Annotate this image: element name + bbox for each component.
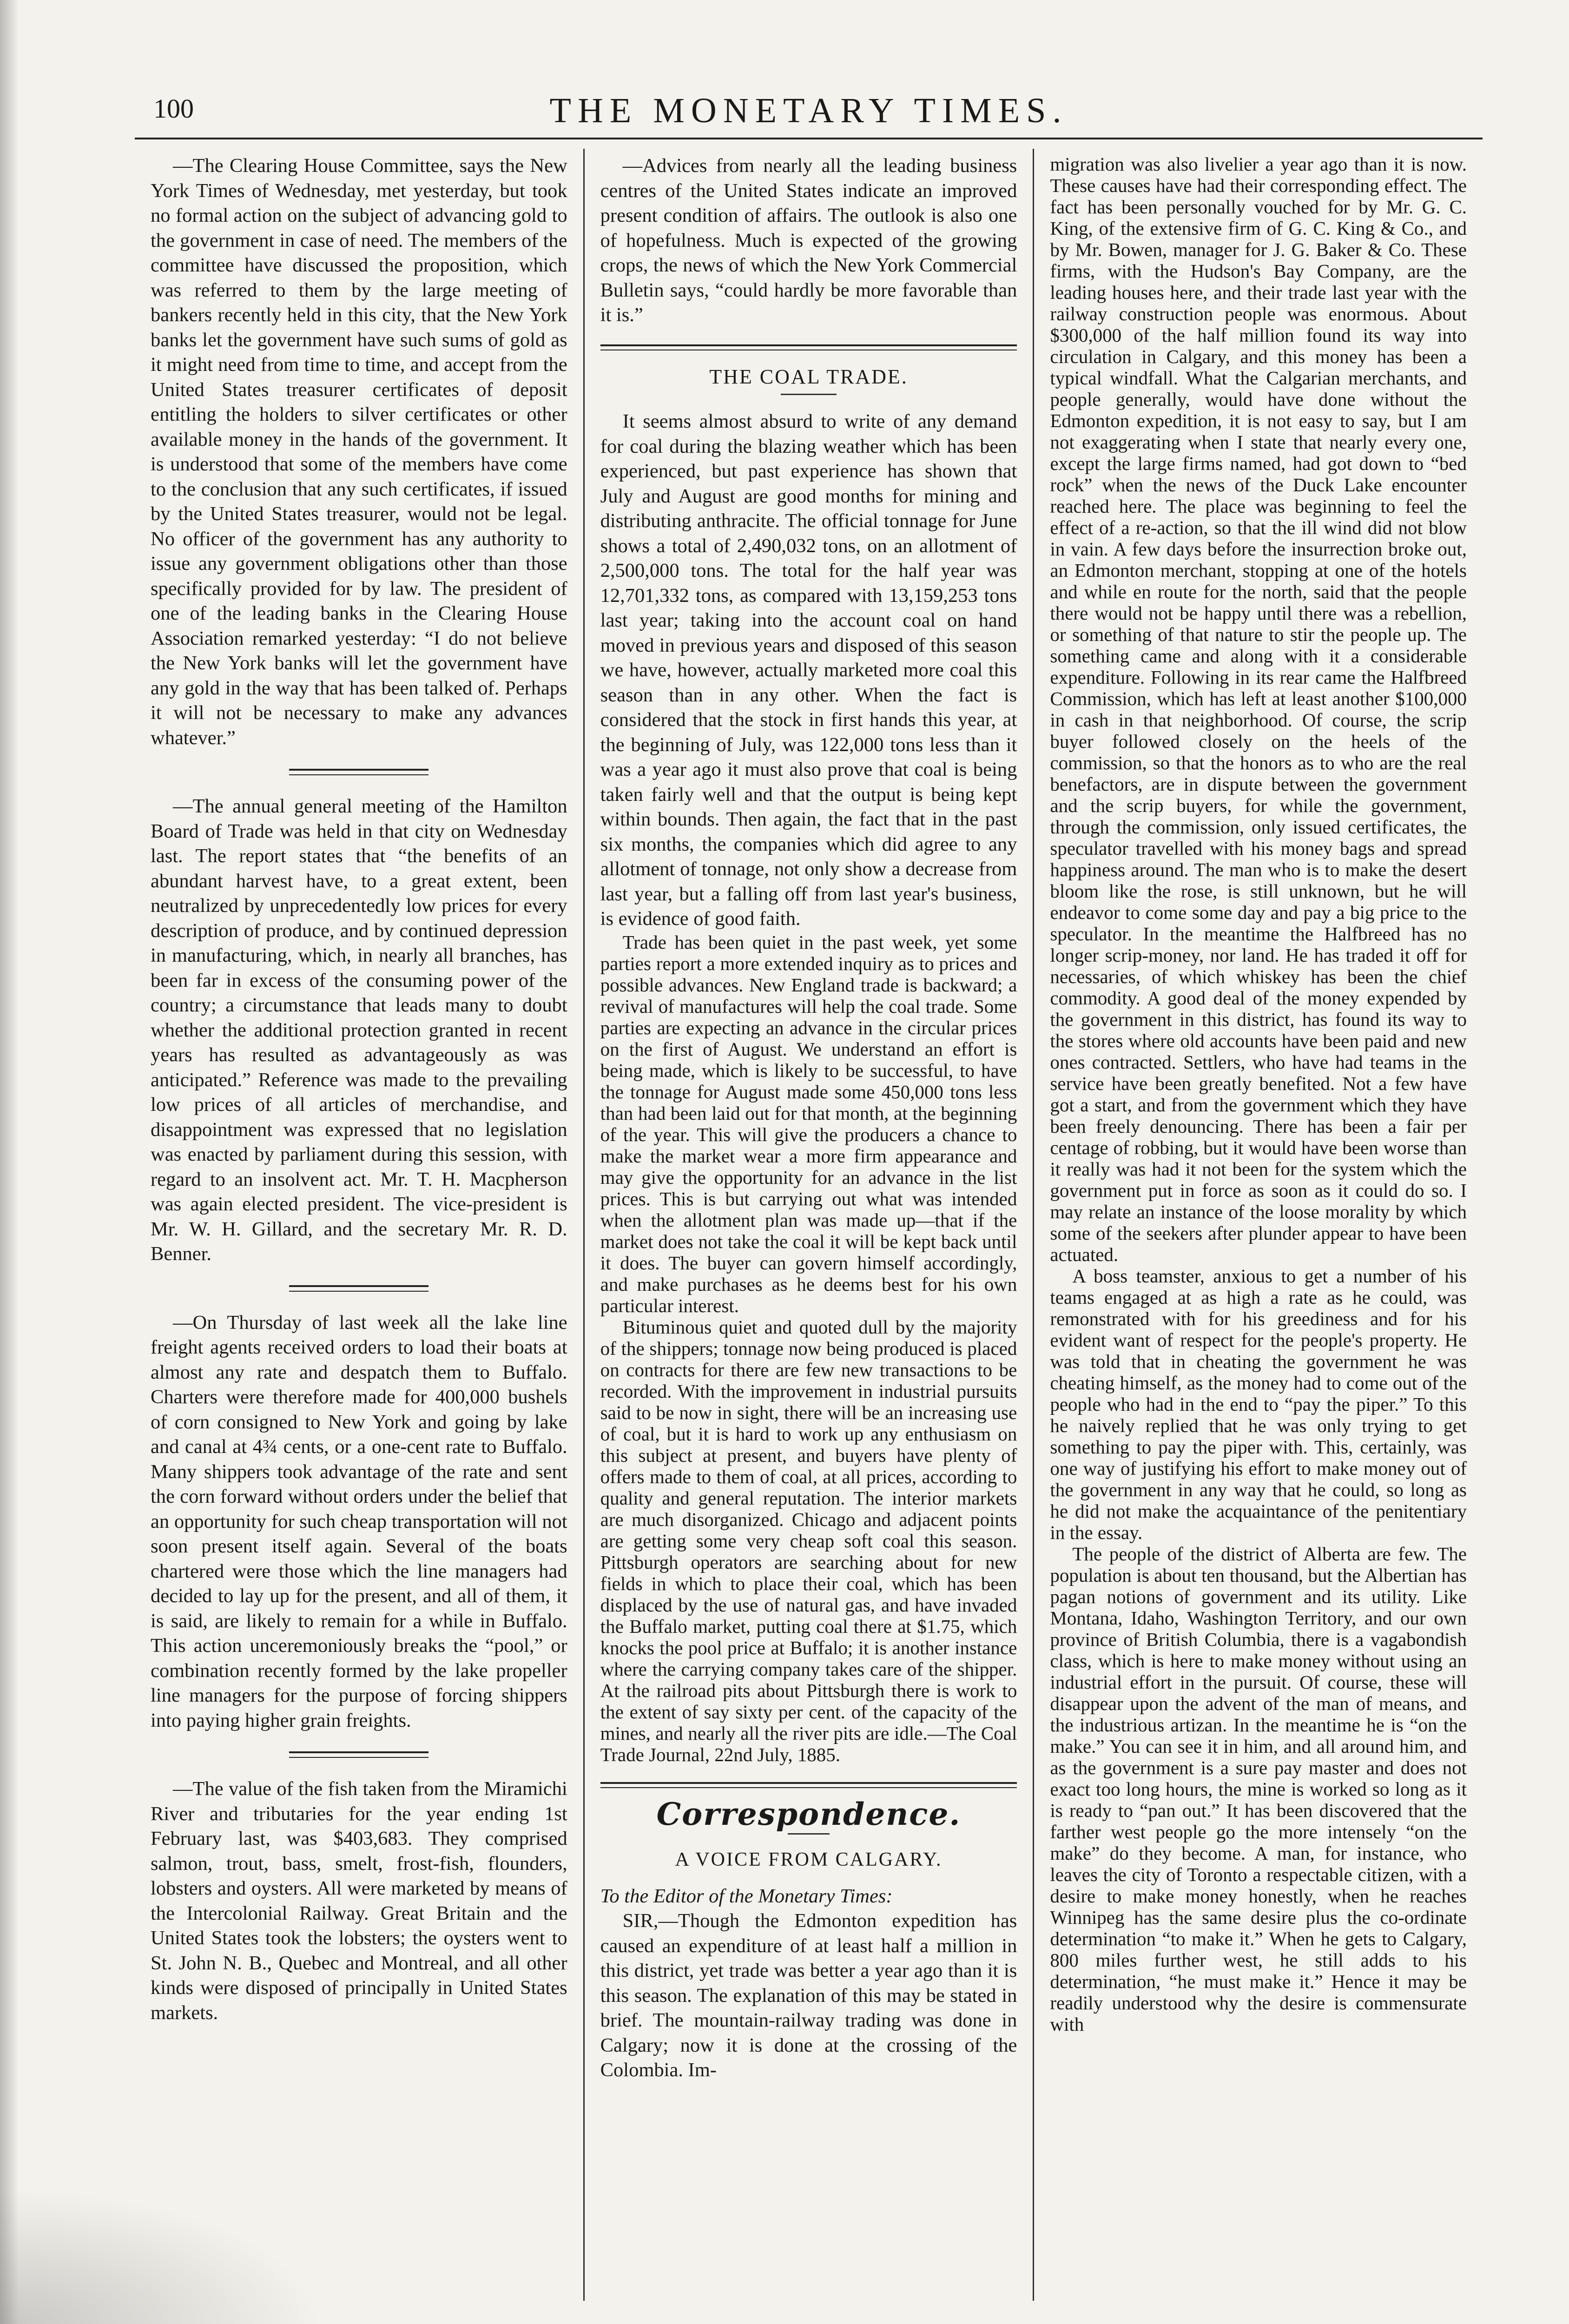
calgary-letter-continued: migration was also livelier a year ago than it is now. These causes have had their corresponding effect. The fact has been personally vouched for by Mr. G. C. King, of the extensive firm of G. C. King & Co., and by Mr. Bowen, manager for J. G. Baker & Co. These firms, with the Hudson's Bay Company, are the leading houses here, and their trade last year with the railway construction people was enormous. About $300,000 of the half million found its way into circulation in Calgary, and this money has been a typical windfall. What the Calgarian merchants, and people generally, would have done without the Edmonton expedition, it is not easy to say, but I am not exaggerating when I state that nearly every one, except the large firms named, had got down to “bed rock” when the news of the Duck Lake encounter reached here. The place was beginning to feel the effect of a re-action, so that the ill wind did not blow in vain. A few days before the insurrection broke out, an Edmonton merchant, stopping at one of the hotels and while en route for the north, said that the people there would not be happy until there was a rebellion, or something of that nature to stir the people up. The something came and along with it a considerable expenditure. Following in its rear came the Halfbreed Commission, which has left at least another $100,000 in cash in that neighborhood. Of course, the scrip buyer followed closely on the heels of the commission, so that the honors as to who are the real benefactors, are in dispute between the government and the scrip buyers, for while the government, through the commission, only issued certificates, the speculator travelled with his money bags and spread happiness around. The man who is to make the desert bloom like the rose, is still unknown, but he will endeavor to come some day and pay a big price to the speculator. In the meantime the Halfbreed has no longer scrip-money, nor land. He has traded it off for necessaries, of which whiskey has been the chief commodity. A good deal of the money expended by the government in this district, has found its way to the stores where old accounts have been paid and new ones contracted. Settlers, who have had teams in the service have been greatly benefited. Not a few have got a start, and from the government which they have been freely denouncing. There has been a fair per centage of robbing, but it would have been worse than it really was had it not been for the system which the government put in force as soon as it could do so. I may relate an instance of the loose morality by which some of the seekers after plunder appear to have been actuated.: [1050, 153, 1467, 1265]
section-separator: [600, 1782, 1017, 1788]
masthead: [135, 79, 1483, 135]
coal-trade-paragraph-1: It seems almost absurd to write of any demand for coal during the blazing weather which has been experienced, but past experience has shown that July and August are good months for mining and distributing anthracite. The official tonnage for June shows a total of 2,490,032 tons, on an allotment of 2,500,000 tons. The total for the half year was 12,701,332 tons, as compared with 13,159,253 tons last year; taking into the account coal on hand moved in previous years and disposed of this season we have, however, actually marketed more coal this season than in any other. When the fact is considered that the stock in first hands this year, at the beginning of July, was 122,000 tons less than it was a year ago it must also prove that coal is being taken fairly well and that the output is being kept within bounds. Then again, the fact that in the past six months, the companies which did agree to any allotment of tonnage, not only show a decrease from last year, but a falling off from last year's business, is evidence of good faith.: [600, 410, 1017, 930]
article-lake-freight: —On Thursday of last week all the lake line freight agents received orders to load their boats at almost any rate and despatch them to Buffalo. Charters were therefore made for 400,000 bushels of corn consigned to New York and going by lake and canal at 4¾ cents, or a one-cent rate to Buffalo. Many shippers took advantage of the rate and sent the corn forward without orders under the belief that an opportunity for such cheap transportation will not soon present itself again. Several of the boats chartered were those which the line managers had decided to lay up for the present, and all of them, it is said, are likely to remain for a while in Buffalo. This action unceremoniously breaks the “pool,” or combination recently formed by the lake propeller line managers for the purpose of forcing shippers into paying higher grain freights.: [151, 1311, 567, 1731]
masthead-rule: [135, 138, 1483, 139]
calgary-letter-alberta: The people of the district of Alberta are few. The population is about ten thousand, but the Albertian has pagan notions of government and its utility. Like Montana, Idaho, Washington Territory, and our own province of British Columbia, there is a vagabondish class, which is here to make money without using an industrial effort in the pursuit. Of course, these will disappear upon the advent of the man of means, and the industrious artizan. In the meantime he is “on the make.” You can see it in him, and all around him, and as the government is a sure pay master and does not exact too long hours, the mine is worked so long as it is ready to “pan out.” It has been discovered that the farther west people go the more intensely “on the make” do they become. A man, for instance, who leaves the city of Toronto a respectable citizen, with a desire to make money honestly, when he reaches Winnipeg has the same desire plus the co-ordinate determination “to make it.” When he gets to Calgary, 800 miles further west, he still adds to his determination, “he must make it.” Hence it may be readily understood why the desire is commensurate with: [1050, 1543, 1467, 2035]
column-left: [135, 149, 583, 2301]
page-number: 100: [153, 93, 194, 124]
column-middle: [583, 149, 1033, 2301]
coal-trade-paragraph-3: Bituminous quiet and quoted dull by the majority of the shippers; tonnage now being produced is placed on contracts for there are few new transactions to be recorded. With the improvement in industrial pursuits said to be now in sight, there will be an increasing use of coal, but it is hard to work up any enthusiasm on this subject at present, and buyers have plenty of offers made to them of coal, at all prices, according to quality and general reputation. The interior markets are much disorganized. Chicago and adjacent points are getting some very cheap soft coal this season. Pittsburgh operators are searching about for new fields in which to place their coal, which has been displaced by the use of natural gas, and have invaded the Buffalo market, putting coal there at $1.75, which knocks the pool price at Buffalo; it is another instance where the carrying company takes care of the shipper. At the railroad pits about Pittsburgh there is work to the extent of say sixty per cent. of the capacity of the mines, and nearly all the river pits are idle.—The Coal Trade Journal, 22nd July, 1885.: [600, 1316, 1017, 1765]
calgary-letter-heading: A VOICE FROM CALGARY.: [675, 1849, 943, 1870]
article-hamilton-board-of-trade: —The annual general meeting of the Hamilton Board of Trade was held in that city on Wednesday last. The report states that “the benefits of an abundant harvest have, to a great extent, been neutralized by unprecedentedly low prices for every description of produce, and by continued depression in manufacturing, which, in nearly all branches, has been far in excess of the consuming power of the country; a circumstance that leads many to doubt whether the additional protection granted in recent years has resulted as advantageously as was anticipated.” Reference was made to the prevailing low prices of all articles of merchandise, and disappointment was expressed that no legislation was enacted by parliament during this session, with regard to an insolvent act. Mr. T. H. Macpherson was again elected president. The vice-president is Mr. W. H. Gillard, and the secretary Mr. R. D. Benner.: [151, 795, 567, 1265]
page-edge-shadow: [0, 0, 19, 2324]
article-separator: [600, 344, 1017, 350]
column-right: [1033, 149, 1483, 2301]
correspondence-heading: Correspondence.: [656, 1796, 961, 1832]
article-separator: [289, 1751, 429, 1758]
coal-trade-paragraph-2: Trade has been quiet in the past week, yet some parties report a more extended inquiry as to prices and possible advances. New England trade is backward; a revival of manufactures will help the coal trade. Some parties are expecting an advance in the circular prices on the first of August. We understand an effort is being made, which is likely to be successful, to have the tonnage for August made some 450,000 tons less than had been laid out for that month, at the beginning of the year. This will give the producers a chance to make the market wear a more firm appearance and may give the opportunity for an advance in the list prices. This is but carrying out what was intended when the allotment plan was made up—that if the market does not take the coal it will be kept back until it does. The buyer can govern himself accordingly, and make purchases as he deems best for his own particular interest.: [600, 931, 1017, 1316]
newspaper-page: [135, 79, 1483, 2301]
calgary-letter-paragraph-1: SIR,—Though the Edmonton expedition has caused an expenditure of at least half a million in this district, yet trade was better a year ago than it is this season. The explanation of this may be stated in brief. The mountain-railway trading was done in Calgary; now it is done at the crossing of the Colombia. Im-: [600, 1910, 1017, 2081]
calgary-letter-teamster: A boss teamster, anxious to get a number of his teams engaged at as high a rate as he could, was remonstrated with for his greediness and for his evident want of respect for the people's property. He was told that in cheating the government he was cheating himself, as the money had to come out of the people who had in the end to “pay the piper.” To this he naively replied that he was only trying to get something to pay the piper with. This, certainly, was one way of justifying his effort to make money out of the government in any way that he could, so long as he did not make the acquaintance of the penitentiary in the essay.: [1050, 1265, 1467, 1543]
article-miramichi-fish: —The value of the fish taken from the Miramichi River and tributaries for the year ending 1st February last, was $403,683. They comprised salmon, trout, bass, smelt, frost-fish, flounders, lobsters and oysters. All were marketed by means of the Intercolonial Railway. Great Britain and the United States took the lobsters; the oysters went to St. John N. B., Quebec and Montreal, and all other kinds were disposed of principally in United States markets.: [151, 1778, 567, 2024]
article-business-advices: —Advices from nearly all the leading business centres of the United States indicate an improved present condition of affairs. The outlook is also one of hopefulness. Much is expected of the growing crops, the news of which the New York Commercial Bulletin says, “could hardly be more favorable than it is.”: [600, 155, 1017, 326]
article-separator: [289, 769, 429, 775]
article-columns: [135, 149, 1483, 2301]
publication-title: THE MONETARY TIMES.: [549, 91, 1068, 130]
coal-trade-heading: THE COAL TRADE.: [709, 365, 908, 388]
article-clearing-house: —The Clearing House Committee, says the New York Times of Wednesday, met yesterday, but took no formal action on the subject of advancing gold to the government in case of need. The members of the committee have discussed the proposition, which was referred to them by the large meeting of bankers recently held in this city, that the New York banks let the government have such sums of gold as it might need from time to time, and accept from the United States treasurer certificates of deposit entitling the holders to silver certificates or other available money in the hands of the government. It is understood that some of the members have come to the conclusion that any such certificates, if issued by the United States treasurer, would not be legal. No officer of the government has any authority to issue any government obligations other than those specifically provided for by law. The president of one of the leading banks in the Clearing House Association remarked yesterday: “I do not believe the New York banks will let the government have any gold in the way that has been talked of. Perhaps it will not be necessary to make any advances whatever.”: [151, 155, 567, 749]
heading-rule: [788, 1833, 830, 1835]
heading-rule: [781, 394, 837, 395]
article-separator: [289, 1285, 429, 1292]
letter-salutation: To the Editor of the Monetary Times:: [600, 1885, 893, 1907]
